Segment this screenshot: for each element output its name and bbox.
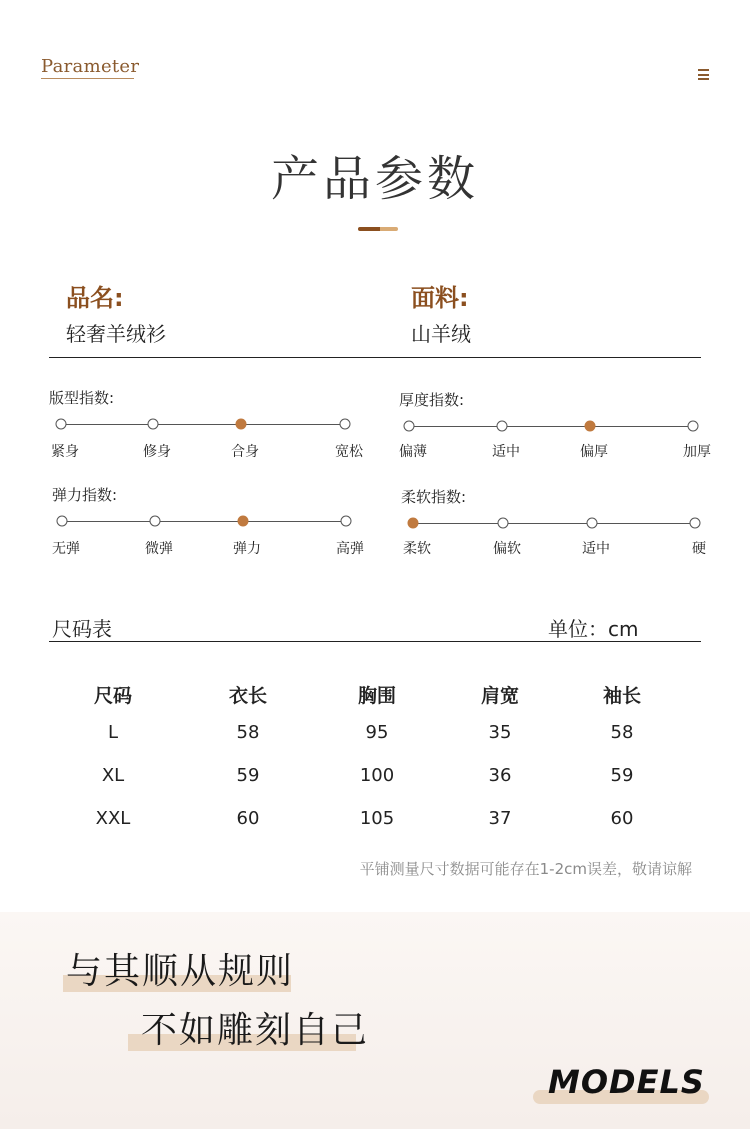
fabric-label: 面料: — [411, 284, 469, 312]
size-table-title: 尺码表 — [52, 617, 112, 641]
index-title: 弹力指数: — [52, 486, 118, 504]
index-option-label: 偏软 — [493, 541, 521, 557]
menu-icon[interactable] — [698, 69, 709, 80]
index-dot — [690, 518, 701, 529]
index-option-label: 宽松 — [335, 444, 363, 460]
index-option-label: 无弹 — [52, 541, 80, 557]
size-table-divider — [49, 641, 701, 642]
index-dot-selected — [585, 421, 596, 432]
table-header: 尺码 — [93, 685, 133, 707]
index-dot — [498, 518, 509, 529]
slogan-line-1: 与其顺从规则 — [66, 951, 295, 992]
title-divider — [358, 227, 398, 231]
table-cell: XL — [101, 765, 125, 786]
table-cell: 36 — [488, 765, 512, 786]
table-cell: 95 — [365, 722, 389, 743]
table-cell: 59 — [610, 765, 634, 786]
attributes-divider — [49, 357, 701, 358]
index-option-label: 偏厚 — [580, 444, 608, 460]
index-dot — [57, 516, 68, 527]
index-option-label: 适中 — [582, 541, 610, 557]
page-title: 产品参数 — [270, 151, 479, 207]
index-option-label: 偏薄 — [399, 444, 427, 460]
index-title: 版型指数: — [49, 389, 115, 407]
index-dot — [340, 419, 351, 430]
brand-underline — [41, 78, 134, 79]
index-dot-selected — [238, 516, 249, 527]
index-track — [61, 424, 345, 425]
index-title: 厚度指数: — [399, 391, 465, 409]
index-dot — [404, 421, 415, 432]
table-cell: 58 — [236, 722, 260, 743]
brand-label: Parameter — [41, 56, 140, 77]
product-name-value: 轻奢羊绒衫 — [66, 322, 166, 346]
table-cell: XXL — [95, 808, 131, 829]
table-cell: 60 — [610, 808, 634, 829]
index-track — [62, 521, 346, 522]
index-option-label: 高弹 — [336, 541, 364, 557]
table-cell: L — [107, 722, 119, 743]
index-dot — [148, 419, 159, 430]
table-cell: 58 — [610, 722, 634, 743]
index-option-label: 适中 — [492, 444, 520, 460]
index-track — [409, 426, 693, 427]
table-header: 肩宽 — [480, 685, 520, 707]
index-option-label: 微弹 — [145, 541, 173, 557]
table-header: 胸围 — [357, 685, 397, 707]
product-name-label: 品名: — [66, 284, 124, 312]
index-track — [413, 523, 695, 524]
table-header: 袖长 — [602, 685, 642, 707]
index-dot — [587, 518, 598, 529]
size-table-unit: 单位：cm — [548, 617, 639, 641]
index-title: 柔软指数: — [401, 488, 467, 506]
table-cell: 60 — [236, 808, 260, 829]
index-option-label: 紧身 — [51, 444, 79, 460]
table-header: 衣长 — [228, 685, 268, 707]
fabric-value: 山羊绒 — [411, 322, 471, 346]
table-cell: 100 — [359, 765, 395, 786]
index-dot — [497, 421, 508, 432]
index-option-label: 合身 — [231, 444, 259, 460]
index-dot — [341, 516, 352, 527]
index-option-label: 加厚 — [683, 444, 711, 460]
index-dot — [688, 421, 699, 432]
index-dot-selected — [408, 518, 419, 529]
index-dot — [150, 516, 161, 527]
index-option-label: 修身 — [143, 444, 171, 460]
slogan-line-2: 不如雕刻自己 — [141, 1010, 370, 1051]
table-cell: 59 — [236, 765, 260, 786]
size-table-note: 平铺测量尺寸数据可能存在1-2cm误差，敬请谅解 — [359, 860, 692, 878]
index-dot-selected — [236, 419, 247, 430]
table-cell: 37 — [488, 808, 512, 829]
table-cell: 105 — [359, 808, 395, 829]
index-dot — [56, 419, 67, 430]
models-label: MODELS — [548, 1063, 705, 1101]
table-cell: 35 — [488, 722, 512, 743]
index-option-label: 弹力 — [233, 541, 261, 557]
index-option-label: 硬 — [692, 541, 706, 557]
index-option-label: 柔软 — [403, 541, 431, 557]
